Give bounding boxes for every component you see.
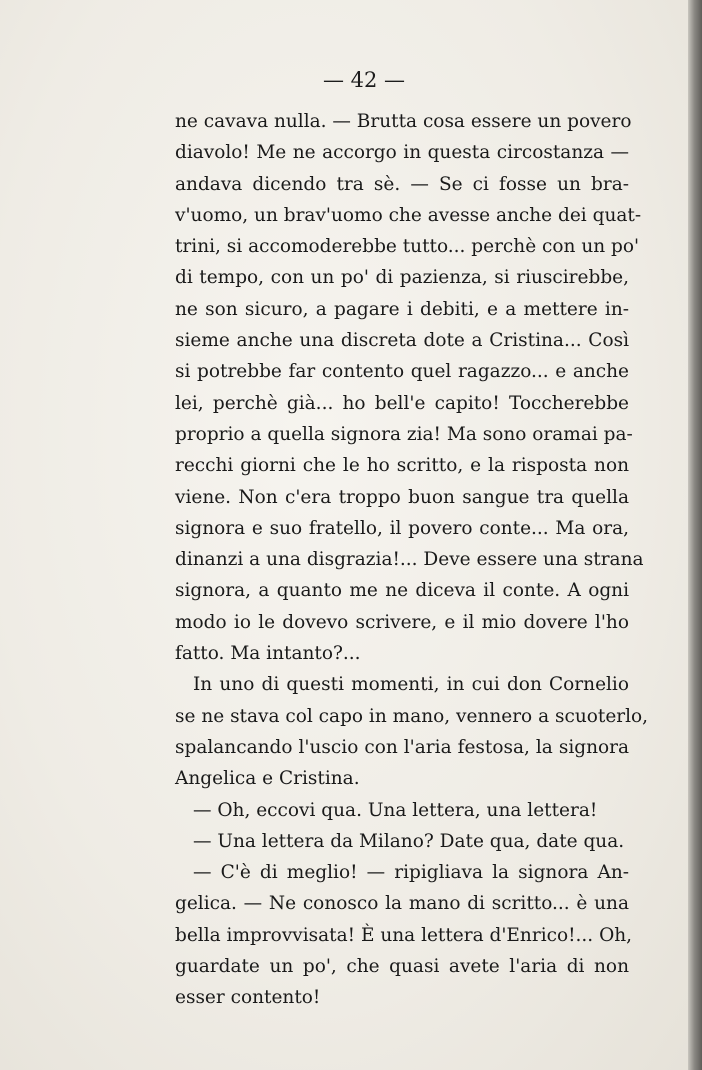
text-line: andava dicendo tra sè. — Se ci fosse un bra- <box>175 173 629 195</box>
page-edge-shadow <box>688 0 702 1070</box>
text-line: — Una lettera da Milano? Date qua, date qua. <box>193 830 625 852</box>
text-line: viene. Non c'era troppo buon sangue tra quella <box>175 486 629 508</box>
text-line: si potrebbe far contento quel ragazzo... e anche <box>175 361 629 383</box>
text-line: se ne stava col capo in mano, vennero a scuoterlo, <box>175 705 649 727</box>
text-line: Angelica e Cristina. <box>175 768 360 790</box>
text-line: spalancando l'uscio con l'aria festosa, la signora <box>175 736 629 758</box>
text-line: In uno di questi momenti, in cui don Cornelio <box>193 674 629 696</box>
text-line: guardate un po', che quasi avete l'aria di non <box>175 956 629 978</box>
text-line: esser contento! <box>175 987 321 1009</box>
text-line: proprio a quella signora zia! Ma sono oramai pa- <box>175 423 633 445</box>
text-line: signora, a quanto me ne diceva il conte. A ogni <box>175 580 629 602</box>
body-text <box>175 106 649 1014</box>
text-line: di tempo, con un po' di pazienza, si riuscirebbe, <box>175 267 629 289</box>
page-number: — 42 — <box>322 68 406 92</box>
text-line: bella improvvisata! È una lettera d'Enrico!... Oh, <box>175 924 633 946</box>
text-line: gelica. — Ne conosco la mano di scritto... è una <box>175 893 629 915</box>
text-line: — Oh, eccovi qua. Una lettera, una lettera! <box>193 799 598 821</box>
text-line: ne cavava nulla. — Brutta cosa essere un povero <box>175 111 632 132</box>
text-line: recchi giorni che le ho scritto, e la risposta non <box>175 455 629 477</box>
text-line: modo io le dovevo scrivere, e il mio dovere l'ho <box>175 611 629 633</box>
text-line: trini, si accomoderebbe tutto... perchè con un po' <box>175 236 640 258</box>
text-line: signora e suo fratello, il povero conte... Ma ora, <box>175 517 629 539</box>
text-line: lei, perchè già... ho bell'e capito! Toccherebbe <box>175 392 629 414</box>
text-line: diavolo! Me ne accorgo in questa circostanza — <box>175 142 629 164</box>
text-line: — C'è di meglio! — ripigliava la signora An- <box>193 862 629 884</box>
text-line: sieme anche una discreta dote a Cristina... Così <box>175 330 629 352</box>
text-line: dinanzi a una disgrazia!... Deve essere una strana <box>175 549 644 571</box>
text-line: fatto. Ma intanto?... <box>175 643 361 665</box>
text-line: ne son sicuro, a pagare i debiti, e a mettere in- <box>175 298 629 320</box>
text-line: v'uomo, un brav'uomo che avesse anche dei quat- <box>175 204 642 226</box>
